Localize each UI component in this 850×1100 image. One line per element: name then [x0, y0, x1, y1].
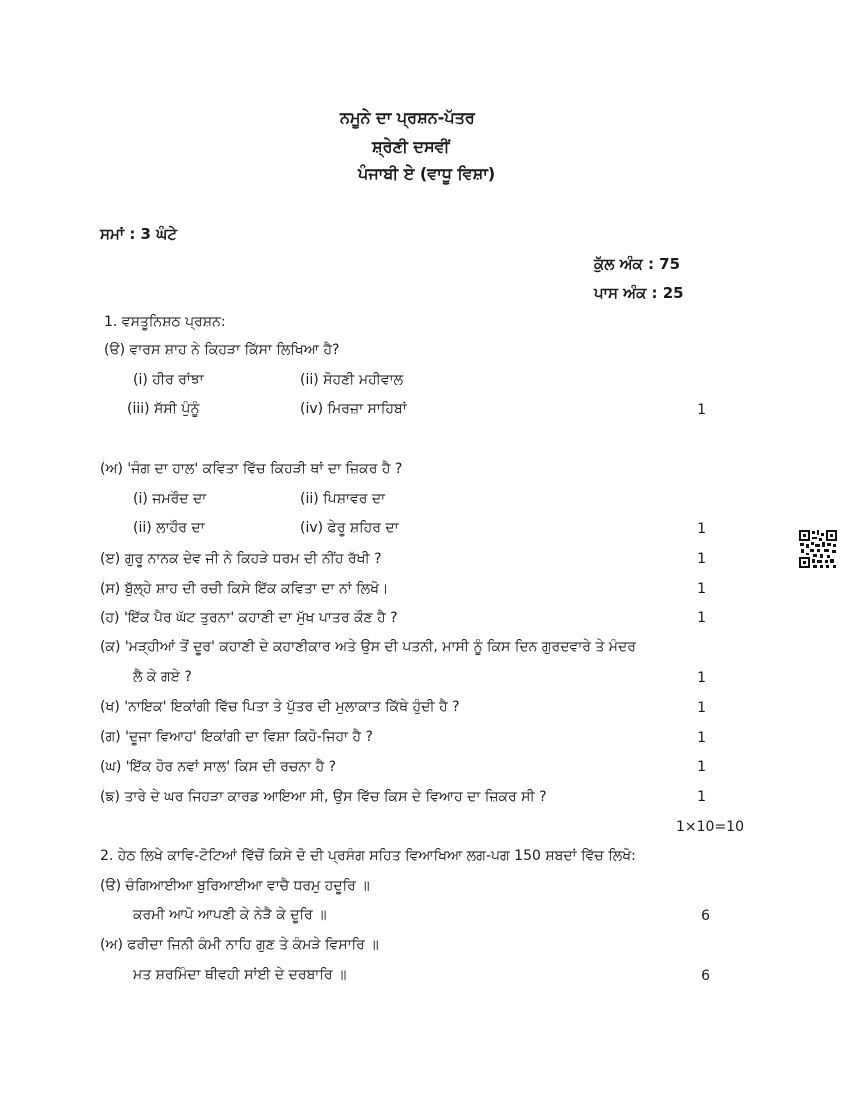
verse-2b-line1: (ਅ) ਫਰੀਦਾ ਜਿਨੀ ਕੰਮੀ ਨਾਹਿ ਗੁਣ ਤੇ ਕੰਮੜੇ ਵਿਸਾਰਿ ॥ — [100, 937, 379, 953]
marks-1i: 1 — [697, 759, 706, 775]
verse-2a-line2: ਕਰਮੀ ਆਪੋ ਆਪਣੀ ਕੇ ਨੇੜੈ ਕੇ ਦੂਰਿ ॥ — [133, 907, 327, 923]
option-1b-ii: (ii) ਪਿਸ਼ਾਵਰ ਦਾ — [300, 491, 386, 507]
marks-1c: 1 — [697, 551, 706, 567]
section-1-heading: 1. ਵਸਤੂਨਿਸ਼ਠ ਪ੍ਰਸ਼ਨ: — [104, 314, 226, 330]
marks-1e: 1 — [697, 610, 706, 626]
marks-1j: 1 — [697, 789, 706, 805]
total-marks-label: ਕੁੱਲ ਅੰਕ : 75 — [594, 255, 681, 273]
marks-1b: 1 — [697, 521, 706, 537]
question-1a: (ੳ) ਵਾਰਸ ਸ਼ਾਹ ਨੇ ਕਿਹੜਾ ਕਿੱਸਾ ਲਿਖਿਆ ਹੈ? — [104, 342, 340, 358]
option-1b-iii: (ii) ਲਾਹੌਰ ਦਾ — [133, 520, 205, 536]
question-1b: (ਅ) 'ਜੰਗ ਦਾ ਹਾਲ' ਕਵਿਤਾ ਵਿੱਚ ਕਿਹੜੀ ਥਾਂ ਦਾ ਜ਼ਿਕਰ ਹੈ ? — [100, 461, 403, 477]
marks-1g: 1 — [697, 700, 706, 716]
marks-1a: 1 — [697, 402, 706, 418]
question-1f: (ਕ) 'ਮੜ੍ਹੀਆਂ ਤੋਂ ਦੂਰ' ਕਹਾਣੀ ਦੇ ਕਹਾਣੀਕਾਰ ਅਤੇ ਉਸ ਦੀ ਪਤਨੀ, ਮਾਸੀ ਨੂੰ ਕਿਸ ਦਿਨ ਗੁਰਦਵਾਰੇ ਤੇ ਮੰਦਰ — [100, 639, 636, 655]
marks-1d: 1 — [697, 581, 706, 597]
question-1d: (ਸ) ਬੁੱਲ੍ਹੇ ਸ਼ਾਹ ਦੀ ਰਚੀ ਕਿਸੇ ਇੱਕ ਕਵਿਤਾ ਦਾ ਨਾਂ ਲਿਖੋ। — [100, 581, 389, 597]
verse-2a-line1: (ੳ) ਚੰਗਿਆਈਆ ਬੁਰਿਆਈਆ ਵਾਚੈ ਧਰਮੁ ਹਦੂਰਿ ॥ — [100, 878, 370, 894]
option-1a-i: (i) ਹੀਰ ਰਾਂਝਾ — [133, 372, 204, 388]
option-1a-iii: (iii) ਸੱਸੀ ਪੁੰਨੂੰ — [127, 401, 200, 417]
option-1b-i: (i) ਜਮਰੌਦ ਦਾ — [133, 491, 207, 507]
option-1a-ii: (ii) ਸੋਹਣੀ ਮਹੀਵਾਲ — [300, 372, 404, 388]
question-1i: (ਘ) 'ਇੱਕ ਹੋਰ ਨਵਾਂ ਸਾਲ' ਕਿਸ ਦੀ ਰਚਨਾ ਹੈ ? — [100, 759, 337, 775]
option-1b-iv: (iv) ਫੇਰੂ ਸ਼ਹਿਰ ਦਾ — [300, 520, 399, 536]
question-1c: (ੲ) ਗੁਰੂ ਨਾਨਕ ਦੇਵ ਜੀ ਨੇ ਕਿਹੜੇ ਧਰਮ ਦੀ ਨੀਂਹ ਰੱਖੀ ? — [100, 551, 382, 567]
marks-2b: 6 — [701, 968, 710, 984]
pass-marks-label: ਪਾਸ ਅੰਕ : 25 — [594, 284, 684, 302]
subject-label: ਪੰਜਾਬੀ ਏ (ਵਾਧੂ ਵਿਸ਼ਾ) — [358, 164, 496, 183]
section-1-total: 1×10=10 — [676, 819, 744, 835]
marks-1f: 1 — [697, 670, 706, 686]
question-1j: (ਙ) ਤਾਰੇ ਦੇ ਘਰ ਜਿਹੜਾ ਕਾਰਡ ਆਇਆ ਸੀ, ਉਸ ਵਿੱਚ ਕਿਸ ਦੇ ਵਿਆਹ ਦਾ ਜ਼ਿਕਰ ਸੀ ? — [100, 789, 547, 805]
question-1f-continued: ਲੈ ਕੇ ਗਏ ? — [133, 669, 192, 685]
qr-code-icon — [798, 529, 838, 569]
question-1e: (ਹ) 'ਇੱਕ ਪੈਰ ਘੱਟ ਤੁਰਨਾ' ਕਹਾਣੀ ਦਾ ਮੁੱਖ ਪਾਤਰ ਕੌਣ ਹੈ ? — [100, 610, 398, 626]
section-2-heading: 2. ਹੇਠ ਲਿਖੇ ਕਾਵਿ-ਟੋਟਿਆਂ ਵਿੱਚੋਂ ਕਿਸੇ ਦੋ ਦੀ ਪ੍ਰਸੰਗ ਸਹਿਤ ਵਿਆਖਿਆ ਲਗ-ਪਗ 150 ਸ਼ਬਦਾਂ ਵਿੱਚ ਲਿਖੋ: — [100, 848, 636, 864]
verse-2b-line2: ਮਤ ਸ਼ਰਮਿੰਦਾ ਥੀਵਹੀ ਸਾਂਈ ਦੇ ਦਰਬਾਰਿ ॥ — [133, 967, 347, 983]
question-1g: (ਖ) 'ਨਾਇਕ' ਇਕਾਂਗੀ ਵਿੱਚ ਪਿਤਾ ਤੇ ਪੁੱਤਰ ਦੀ ਮੁਲਾਕਾਤ ਕਿੱਥੇ ਹੁੰਦੀ ਹੈ ? — [100, 699, 460, 715]
time-label: ਸਮਾਂ : 3 ਘੰਟੇ — [100, 225, 177, 243]
marks-1h: 1 — [697, 730, 706, 746]
class-label: ਸ਼੍ਰੇਣੀ ਦਸਵੀਂ — [372, 137, 450, 156]
option-1a-iv: (iv) ਮਿਰਜ਼ਾ ਸਾਹਿਬਾਂ — [300, 401, 407, 417]
question-1h: (ਗ) 'ਦੂਜਾ ਵਿਆਹ' ਇਕਾਂਗੀ ਦਾ ਵਿਸ਼ਾ ਕਿਹੋ-ਜਿਹਾ ਹੈ ? — [100, 729, 373, 745]
paper-title: ਨਮੂਨੇ ਦਾ ਪ੍ਰਸ਼ਨ-ਪੱਤਰ — [340, 108, 475, 127]
marks-2a: 6 — [701, 908, 710, 924]
